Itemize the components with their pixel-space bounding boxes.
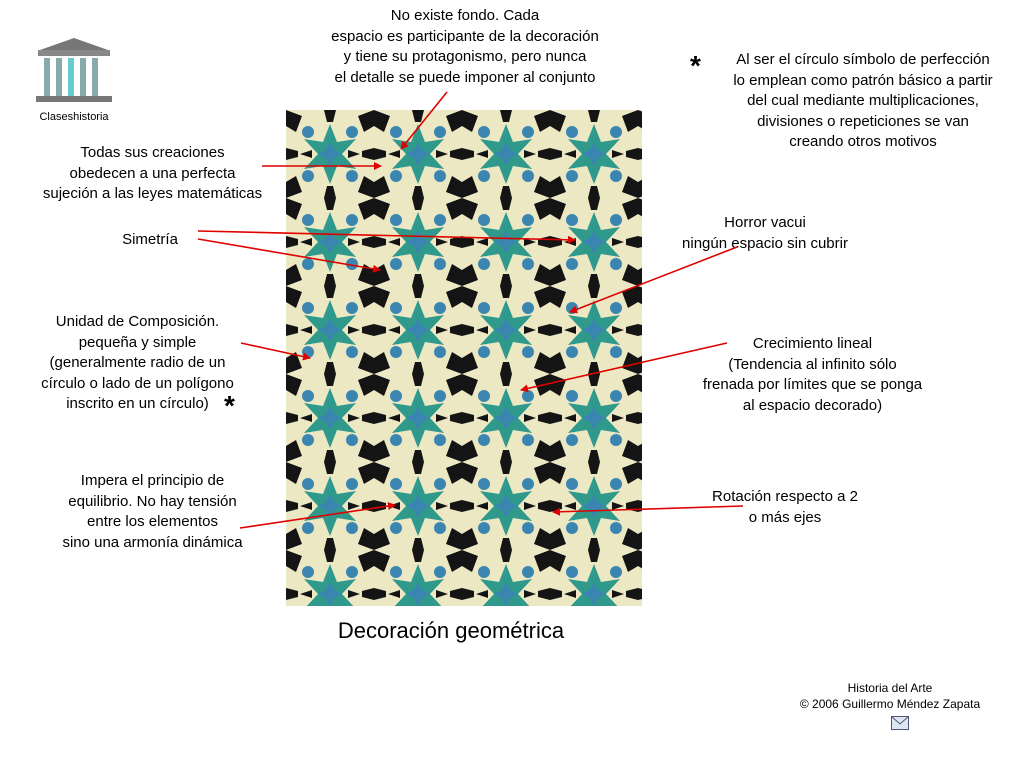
arrow	[553, 506, 743, 512]
arrow	[240, 505, 395, 528]
arrow	[241, 343, 310, 358]
note-line: Simetría	[122, 231, 178, 248]
note-line: el detalle se puede imponer al conjunto	[334, 68, 596, 86]
note-line: creando otros motivos	[789, 133, 937, 150]
mail-icon[interactable]	[891, 716, 909, 730]
arrow	[521, 343, 727, 390]
arrow	[570, 247, 737, 312]
note-line: pequeña y simple	[78, 333, 197, 351]
asterisk-marker: *	[224, 390, 235, 421]
note-line: lo emplean como patrón básico a partir	[733, 71, 993, 89]
note-line: Impera el principio de	[80, 472, 225, 489]
note-line: Todas sus creaciones	[80, 144, 225, 161]
note-line: o más ejes	[748, 508, 822, 526]
note-line: obedecen a una perfecta	[69, 164, 236, 182]
arrow	[198, 231, 575, 240]
note-line: equilibrio. No hay tensión	[68, 492, 237, 510]
note-line: inscrito en un círculo)	[66, 395, 209, 412]
note-line: frenada por límites que se ponga	[702, 376, 923, 393]
slide-caption: Decoración geométrica	[337, 618, 565, 643]
note-line: sino una armonía dinámica	[62, 533, 243, 551]
note-line: y tiene su protagonismo, pero nunca	[343, 48, 587, 65]
note-line: ningún espacio sin cubrir	[682, 234, 848, 252]
note-line: sujeción a las leyes matemáticas	[42, 185, 263, 202]
note-line: Horror vacui	[724, 214, 806, 231]
note-line: No existe fondo. Cada	[390, 7, 540, 24]
arrow	[198, 239, 380, 270]
note-line: Unidad de Composición.	[55, 313, 220, 330]
asterisk-marker: *	[690, 50, 701, 81]
note-line: (Tendencia al infinito sólo	[728, 355, 897, 373]
note-line: espacio es participante de la decoración	[331, 27, 599, 45]
note-line: Al ser el círculo símbolo de perfección	[736, 51, 990, 68]
note-line: divisiones o repeticiones se van	[757, 112, 969, 130]
note-line: Rotación respecto a 2	[712, 488, 858, 505]
arrow	[401, 92, 447, 149]
credits	[770, 680, 1010, 712]
note-line: círculo o lado de un polígono	[41, 374, 234, 392]
credits-line: Historia del Arte	[847, 681, 933, 695]
logo-text: Claseshistoria	[39, 111, 109, 123]
note-line: Crecimiento lineal	[752, 335, 873, 352]
note-line: del cual mediante multiplicaciones,	[747, 92, 979, 109]
credits-line: © 2006 Guillermo Méndez Zapata	[799, 697, 981, 711]
note-line: entre los elementos	[87, 513, 218, 530]
note-line: (generalmente radio de un	[49, 354, 226, 371]
note-line: al espacio decorado)	[742, 396, 883, 414]
